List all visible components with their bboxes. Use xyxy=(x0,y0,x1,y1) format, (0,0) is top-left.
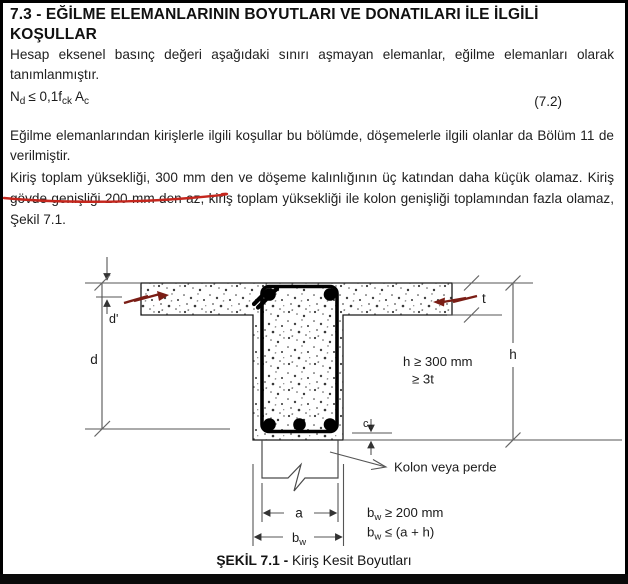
label-h-requirement-1: h ≥ 300 mm xyxy=(403,354,473,369)
column-outline xyxy=(262,440,338,491)
rebar-dot xyxy=(293,418,306,431)
figure-7-1-beam-cross-section xyxy=(0,240,628,555)
frame-border-bottom xyxy=(0,574,628,584)
formula-N-sub: d xyxy=(19,96,26,107)
paragraph3-line1: Kiriş toplam yüksekliği, 300 mm den ve döşeme kalınlığının üç katından daha küçük olamaz. Kiriş xyxy=(10,170,614,185)
formula-A-sub: c xyxy=(84,96,90,107)
figure-caption xyxy=(0,553,628,568)
equation-7-2 xyxy=(10,89,89,107)
label-h: h xyxy=(509,347,517,362)
paragraph2-line1: Eğilme elemanlarından kirişlerle ilgili koşullar bu bölümde, döşemelerle ilgili olanlar da Bölüm 11 de xyxy=(10,128,614,143)
section-heading xyxy=(10,5,616,45)
label-h-requirement-2: ≥ 3t xyxy=(412,371,434,387)
section-heading-line1: 7.3 - EĞİLME ELEMANLARININ BOYUTLARI VE DONATILARI İLE İLGİLİ xyxy=(10,6,539,23)
equation-row xyxy=(10,89,614,111)
figure-caption-title: Kiriş Kesit Boyutları xyxy=(292,553,412,568)
paragraph2-line2: verilmiştir. xyxy=(10,148,71,163)
formula-fck-sub: ck xyxy=(62,96,72,107)
label-bw-requirement-2: $b_w \le (a + h)$ xyxy=(367,524,435,543)
rebar-dot xyxy=(263,418,276,431)
paragraph1-line1: Hesap eksenel basınç değeri aşağıdaki sınırı aşmayan elemanlar, eğilme elemanları olarak xyxy=(10,47,614,62)
figure-caption-number: ŞEKİL 7.1 - xyxy=(216,553,289,568)
label-d-prime: d' xyxy=(109,312,119,326)
label-cc: $c_c$ xyxy=(363,418,373,432)
rebar-dot xyxy=(324,418,337,431)
equation-number: (7.2) xyxy=(534,94,562,109)
formula-operator: ≤ 0,1f xyxy=(28,89,62,104)
label-d: d xyxy=(90,352,98,367)
formula-N: N xyxy=(10,89,20,104)
rebar-dot xyxy=(263,288,276,301)
frame-border-top xyxy=(0,0,628,3)
label-kolon-veya-perde: Kolon veya perde xyxy=(394,459,497,475)
section-heading-line2: KOŞULLAR xyxy=(10,26,97,43)
paragraph3-line3: Şekil 7.1. xyxy=(10,212,66,227)
label-bw: $b_w$ xyxy=(292,530,307,548)
paragraph3-line2: gövde genişliği 200 mm den az, kiriş toplam yüksekliği ile kolon genişliği toplamından fazla olamaz, xyxy=(10,191,614,206)
label-t: t xyxy=(482,291,486,306)
paragraph1-line2: tanımlanmıştır. xyxy=(10,67,100,82)
rebar-dot xyxy=(324,288,337,301)
formula-A: A xyxy=(75,89,85,104)
label-a: a xyxy=(295,505,303,521)
label-bw-requirement-1: $b_w \ge 200$ mm xyxy=(367,505,444,523)
